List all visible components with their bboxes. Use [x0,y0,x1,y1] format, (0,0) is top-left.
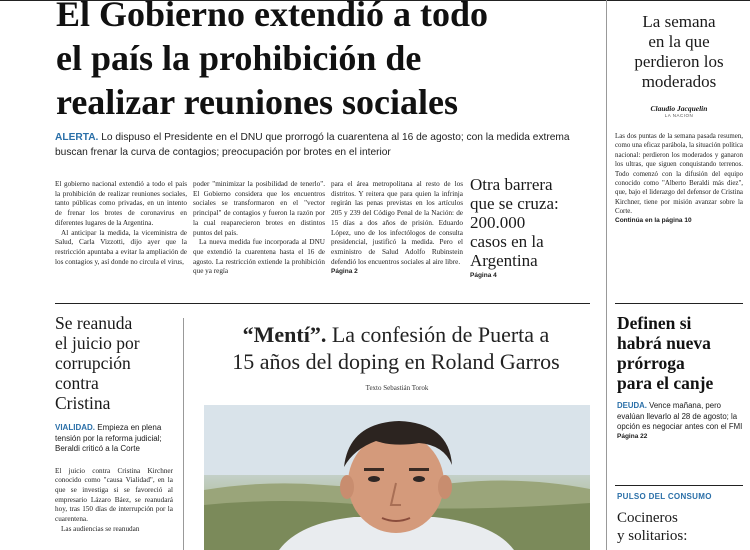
opinion-page-ref[interactable]: Continúa en la página 10 [615,216,692,224]
left-story-body-text-2: Las audiencias se reanudan [61,524,140,533]
deck-text: Lo dispuso el Presidente en el DNU que prorrogó la cuarentena al 16 de agosto; con la medida extrema buscan frenar la curva de contagios; preocupación por brotes en el interior [55,132,570,158]
main-headline [56,0,596,124]
top-right-label [615,0,743,1]
opinion-outlet: LA NACION [664,113,694,118]
opinion-column [615,0,743,224]
headline-line-1: El Gobierno extendió a todo [56,0,489,34]
left-story [55,313,173,534]
opinion-head-line-3: perdieron los [634,52,724,71]
sidebar-story [470,175,588,279]
consumo-label: PULSO DEL CONSUMO [617,492,712,501]
opinion-head-line-1: La semana [642,12,716,31]
left-story-body-text: El juicio contra Cristina Kirchner conocido como "causa Vialidad", en la que se investiga si se favoreció al empresario Lázaro Báez, se reanudará hoy, tras 150 días de interrupción por la cuarentena. [55,466,173,524]
right-head-line-3: prórroga [617,353,685,373]
opinion-headline [615,12,743,92]
col1-paragraph-2: Al anticipar la medida, la viceministra de Salud, Carla Vizzotti, dijo ayer que la restricción apuntaba a evitar la ampliación de los contagios y, así donde no circula el virus, [55,228,187,266]
bottom-right-headline [617,509,743,545]
sidebar-head-line-4: casos en la [470,232,544,251]
col1-paragraph-1: El gobierno nacional extendió a todo el país la prohibición de realizar reuniones sociales, tanto públicas como privadas, en un intento de frenar los brotes de coronavirus en diferentes lugares de la Argentina. [55,180,187,227]
bottom-right-head-line-2: y solitarios: [617,528,688,544]
col3-page-ref[interactable]: Página 2 [331,268,358,276]
center-head-bold: “Mentí”. [242,322,327,347]
right-story-page-ref[interactable]: Página 22 [617,432,648,440]
right-story-headline [617,313,743,393]
col2-paragraph-2: La nueva medida fue incorporada al DNU que extendió la cuarentena hasta el 16 de agosto. La restricción extiende la prohibición que ya regía [193,238,325,276]
center-head-line-2: 15 años del doping en Roland Garros [232,349,560,374]
right-head-line-4: para el canje [617,373,714,393]
deck-kicker: ALERTA. [55,132,99,143]
left-head-line-2: el juicio por [55,333,140,353]
col2-paragraph-1: poder "minimizar la posibilidad de tenerlo". El Gobierno considera que los encuentros sociales se transformaron en el "vector principal" de contagios y fueron la razón por la cual reaparecieron brotes en distintos puntos del país. [193,180,325,237]
right-head-line-1: Definen si [617,313,692,333]
right-story-deck [617,401,743,433]
main-deck [55,130,587,160]
headline-line-3: realizar reuniones sociales [56,82,458,122]
center-head-rest: La confesión de Puerta a [331,322,550,347]
player-photo-illustration [204,405,590,550]
left-head-line-5: Cristina [55,393,111,413]
left-story-kicker: VIALIDAD. [55,423,95,432]
headline-line-2: el país la prohibición de [56,38,422,78]
left-head-line-1: Se reanuda [55,313,133,333]
opinion-head-line-4: moderados [641,72,717,91]
right-head-line-2: habrá nueva [617,333,711,353]
sidebar-page-ref[interactable]: Página 4 [470,272,497,279]
center-credit: Texto Sebastián Torok [365,384,429,392]
opinion-body [615,132,743,217]
left-story-deck [55,423,173,455]
sidebar-head-line-5: Argentina [470,251,538,270]
main-body-col-2 [193,180,325,277]
left-story-deck-text: Empieza en plena tensión por la reforma judicial; Beraldi criticó a la Corte [55,423,162,453]
bottom-right-story [617,492,743,545]
center-photo [204,405,590,550]
opinion-body-text: Las dos puntas de la semana pasada resumen, como una eficaz parábola, la situación política nacional: perdieron los moderados y ganaron los ultras, que siguen conquistando terrenos. Todo comenzó con la difusión del equipo conocido como "Alberto Beraldi más diez", que, bajo el liderazgo del defensor de Cristina Kirchner, tiene por misión avanzar sobre la Corte. [615,133,743,216]
col3-paragraph-1: para el área metropolitana al resto de los distritos. Y reitera que para quien la infrinja regirán las penas previstas en los artículos 205 y 239 del Código Penal de la Nación: de 15 días a dos años de prisión. Eduardo López, uno de los infectólogos de consulta presidencial, justificó la medida. Pero el exministro de Salud Adolfo Rubinstein defendió los encuentros sociales al aire libre. [331,180,463,266]
sidebar-head-line-2: que se cruza: [470,194,559,213]
bottom-right-head-line-1: Cocineros [617,510,678,526]
opinion-head-line-2: en la que [648,32,710,51]
right-story-deck-text: Vence mañana, pero evalúan llevarlo al 28 de agosto; la opción es negociar antes con el FMI [617,401,743,431]
right-story [617,313,743,440]
center-story-headline [192,321,600,375]
main-body-col-1 [55,180,187,267]
sidebar-head-line-1: Otra barrera [470,175,553,194]
opinion-author: Claudio Jacquelin [650,104,708,113]
right-story-kicker: DEUDA. [617,401,647,410]
left-story-body [55,467,173,535]
left-story-headline [55,313,173,413]
sidebar-headline [470,175,588,270]
left-head-line-3: corrupción [55,353,131,373]
main-body-col-3 [331,180,463,277]
sidebar-head-line-3: 200.000 [470,213,526,232]
left-head-line-4: contra [55,373,99,393]
